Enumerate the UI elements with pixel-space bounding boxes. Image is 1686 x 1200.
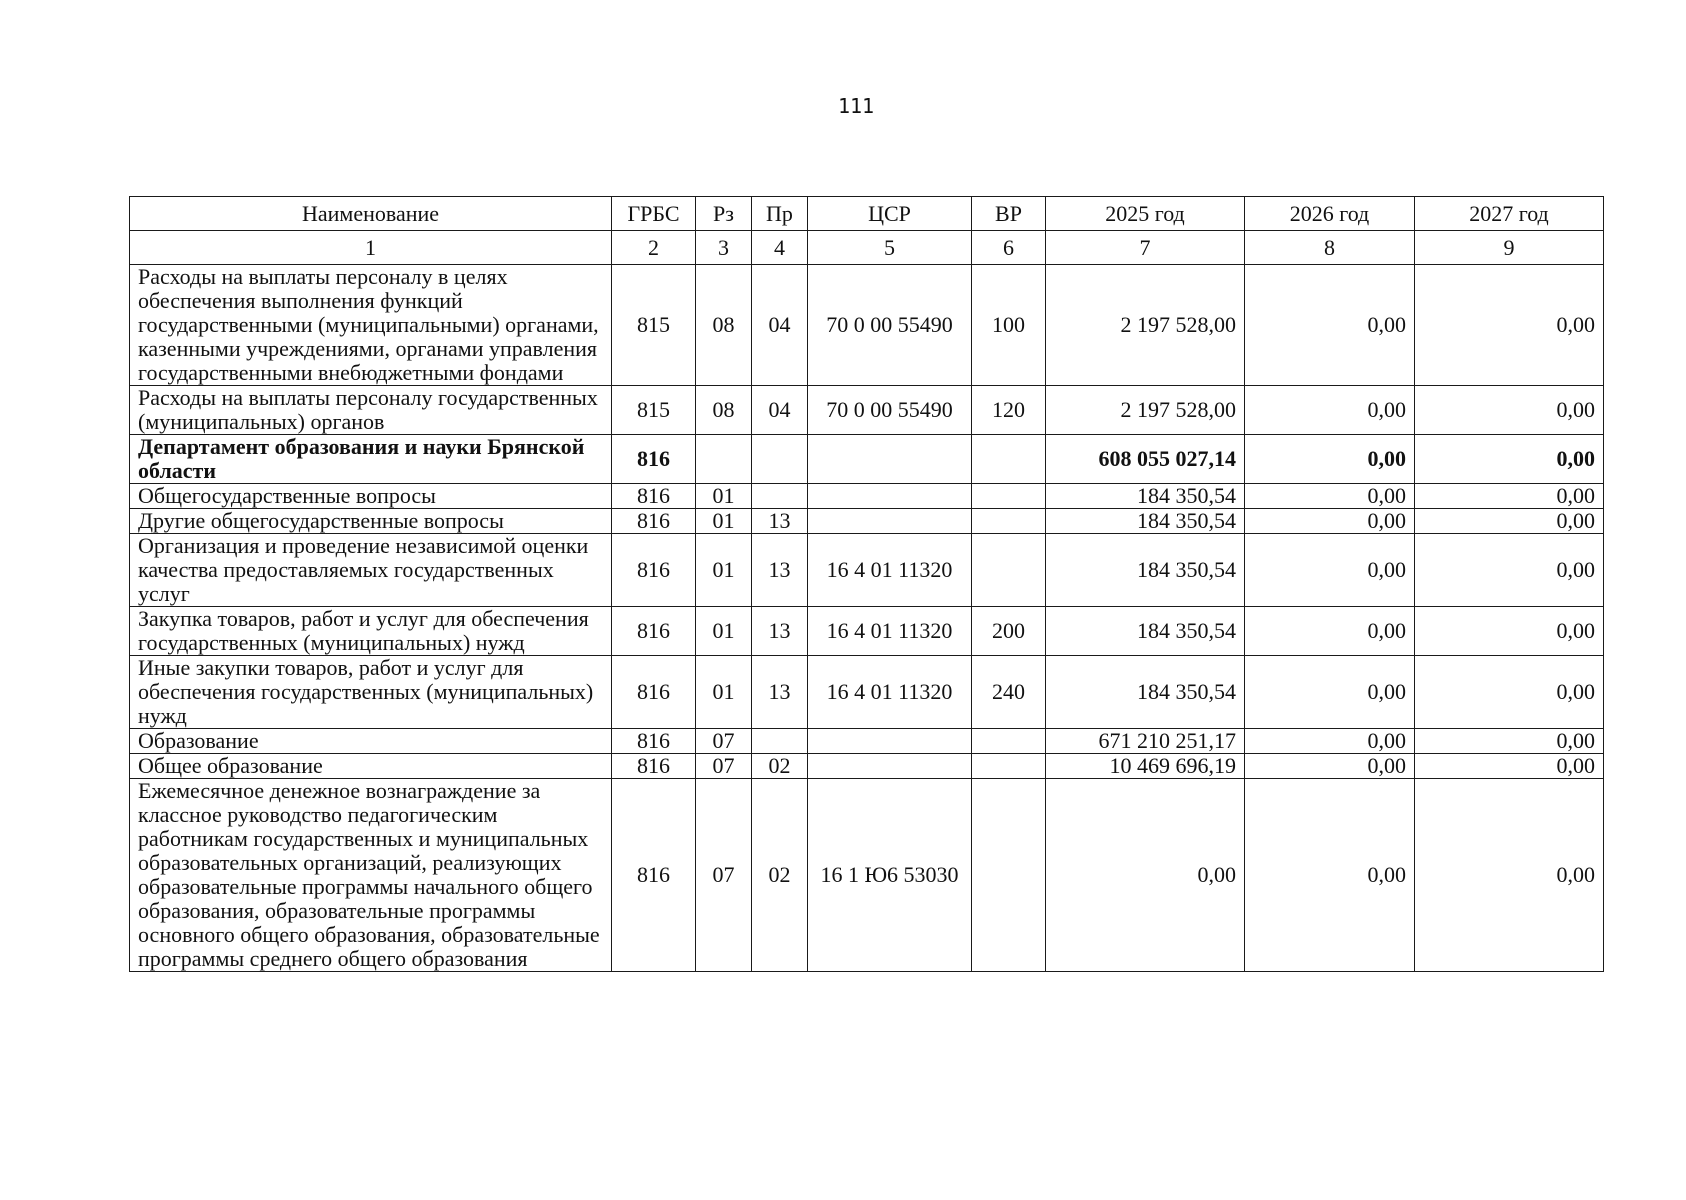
cell-2026: 0,00	[1245, 509, 1415, 534]
table-row	[130, 265, 1604, 386]
table-row	[130, 779, 1604, 972]
cell-grbs: 816	[612, 607, 696, 656]
cell-2025: 608 055 027,14	[1046, 435, 1245, 484]
cell-vr	[972, 779, 1046, 972]
header-row	[130, 197, 1604, 231]
cell-2026: 0,00	[1245, 754, 1415, 779]
page-number: 111	[837, 94, 875, 118]
cell-csr: 16 4 01 11320	[808, 656, 972, 729]
cell-name: Общее образование	[130, 754, 612, 779]
table-row	[130, 754, 1604, 779]
header-name: Наименование	[130, 197, 612, 231]
column-number: 7	[1046, 231, 1245, 265]
cell-grbs: 816	[612, 509, 696, 534]
cell-2025: 184 350,54	[1046, 534, 1245, 607]
cell-csr	[808, 509, 972, 534]
table-row	[130, 607, 1604, 656]
cell-grbs: 815	[612, 265, 696, 386]
cell-pr	[752, 484, 808, 509]
cell-2026: 0,00	[1245, 779, 1415, 972]
cell-grbs: 816	[612, 656, 696, 729]
cell-2026: 0,00	[1245, 484, 1415, 509]
cell-rz: 08	[696, 386, 752, 435]
column-number: 2	[612, 231, 696, 265]
cell-rz: 07	[696, 729, 752, 754]
table-row	[130, 484, 1604, 509]
cell-2027: 0,00	[1415, 607, 1604, 656]
table-row	[130, 386, 1604, 435]
cell-name: Образование	[130, 729, 612, 754]
cell-2027: 0,00	[1415, 754, 1604, 779]
header-2027: 2027 год	[1415, 197, 1604, 231]
cell-pr: 02	[752, 779, 808, 972]
cell-grbs: 816	[612, 435, 696, 484]
cell-2026: 0,00	[1245, 265, 1415, 386]
cell-grbs: 816	[612, 754, 696, 779]
cell-csr: 16 1 Ю6 53030	[808, 779, 972, 972]
cell-2027: 0,00	[1415, 484, 1604, 509]
cell-2025: 184 350,54	[1046, 656, 1245, 729]
cell-grbs: 816	[612, 729, 696, 754]
header-vr: ВР	[972, 197, 1046, 231]
cell-vr: 240	[972, 656, 1046, 729]
column-number: 4	[752, 231, 808, 265]
cell-2027: 0,00	[1415, 534, 1604, 607]
cell-2027: 0,00	[1415, 265, 1604, 386]
cell-rz: 07	[696, 779, 752, 972]
cell-rz: 01	[696, 607, 752, 656]
column-number: 6	[972, 231, 1046, 265]
cell-2026: 0,00	[1245, 607, 1415, 656]
cell-pr: 04	[752, 265, 808, 386]
table-row	[130, 534, 1604, 607]
cell-grbs: 816	[612, 484, 696, 509]
header-rz: Рз	[696, 197, 752, 231]
cell-2027: 0,00	[1415, 779, 1604, 972]
cell-vr	[972, 754, 1046, 779]
cell-2026: 0,00	[1245, 656, 1415, 729]
cell-vr	[972, 729, 1046, 754]
cell-rz: 01	[696, 534, 752, 607]
cell-grbs: 816	[612, 534, 696, 607]
cell-rz: 01	[696, 484, 752, 509]
column-number: 3	[696, 231, 752, 265]
cell-2027: 0,00	[1415, 509, 1604, 534]
cell-grbs: 815	[612, 386, 696, 435]
cell-2026: 0,00	[1245, 534, 1415, 607]
cell-pr: 13	[752, 656, 808, 729]
table-row	[130, 656, 1604, 729]
cell-name: Расходы на выплаты персоналу в целях обеспечения выполнения функций государственными (муниципальными) органами, казенными учреждениями, органами управления государственными внебюджетными фондами	[130, 265, 612, 386]
cell-2026: 0,00	[1245, 435, 1415, 484]
cell-pr: 04	[752, 386, 808, 435]
cell-2026: 0,00	[1245, 386, 1415, 435]
cell-2025: 2 197 528,00	[1046, 386, 1245, 435]
cell-rz	[696, 435, 752, 484]
cell-2025: 184 350,54	[1046, 607, 1245, 656]
header-pr: Пр	[752, 197, 808, 231]
cell-2027: 0,00	[1415, 729, 1604, 754]
cell-rz: 07	[696, 754, 752, 779]
cell-rz: 01	[696, 509, 752, 534]
column-number: 1	[130, 231, 612, 265]
cell-csr	[808, 435, 972, 484]
cell-name: Другие общегосударственные вопросы	[130, 509, 612, 534]
cell-name: Общегосударственные вопросы	[130, 484, 612, 509]
table-row	[130, 509, 1604, 534]
cell-name: Иные закупки товаров, работ и услуг для обеспечения государственных (муниципальных) нужд	[130, 656, 612, 729]
cell-vr	[972, 484, 1046, 509]
cell-pr	[752, 729, 808, 754]
column-number-row	[130, 231, 1604, 265]
cell-2025: 671 210 251,17	[1046, 729, 1245, 754]
cell-vr: 120	[972, 386, 1046, 435]
cell-2025: 10 469 696,19	[1046, 754, 1245, 779]
cell-grbs: 816	[612, 779, 696, 972]
cell-csr	[808, 754, 972, 779]
column-number: 9	[1415, 231, 1604, 265]
cell-csr: 70 0 00 55490	[808, 386, 972, 435]
cell-csr: 16 4 01 11320	[808, 607, 972, 656]
cell-name: Ежемесячное денежное вознаграждение за классное руководство педагогическим работникам государственных и муниципальных образовательных организаций, реализующих образовательные программы начального общего образования, образовательные программы основного общего образования, образовательные программы среднего общего образования	[130, 779, 612, 972]
cell-2025: 2 197 528,00	[1046, 265, 1245, 386]
cell-2027: 0,00	[1415, 435, 1604, 484]
cell-2025: 0,00	[1046, 779, 1245, 972]
cell-csr	[808, 484, 972, 509]
cell-vr: 200	[972, 607, 1046, 656]
cell-csr: 70 0 00 55490	[808, 265, 972, 386]
cell-name: Департамент образования и науки Брянской области	[130, 435, 612, 484]
cell-pr: 13	[752, 509, 808, 534]
table-row	[130, 435, 1604, 484]
cell-2027: 0,00	[1415, 656, 1604, 729]
column-number: 8	[1245, 231, 1415, 265]
header-grbs: ГРБС	[612, 197, 696, 231]
header-2026: 2026 год	[1245, 197, 1415, 231]
header-2025: 2025 год	[1046, 197, 1245, 231]
header-csr: ЦСР	[808, 197, 972, 231]
cell-name: Организация и проведение независимой оценки качества предоставляемых государственных услуг	[130, 534, 612, 607]
cell-rz: 01	[696, 656, 752, 729]
column-number: 5	[808, 231, 972, 265]
cell-pr: 13	[752, 607, 808, 656]
cell-2025: 184 350,54	[1046, 484, 1245, 509]
cell-pr: 02	[752, 754, 808, 779]
cell-pr	[752, 435, 808, 484]
cell-pr: 13	[752, 534, 808, 607]
cell-csr	[808, 729, 972, 754]
cell-name: Расходы на выплаты персоналу государственных (муниципальных) органов	[130, 386, 612, 435]
cell-rz: 08	[696, 265, 752, 386]
cell-vr	[972, 435, 1046, 484]
cell-2025: 184 350,54	[1046, 509, 1245, 534]
cell-csr: 16 4 01 11320	[808, 534, 972, 607]
cell-vr: 100	[972, 265, 1046, 386]
budget-table	[129, 196, 1604, 972]
cell-2026: 0,00	[1245, 729, 1415, 754]
table-row	[130, 729, 1604, 754]
cell-name: Закупка товаров, работ и услуг для обеспечения государственных (муниципальных) нужд	[130, 607, 612, 656]
cell-vr	[972, 534, 1046, 607]
cell-2027: 0,00	[1415, 386, 1604, 435]
cell-vr	[972, 509, 1046, 534]
